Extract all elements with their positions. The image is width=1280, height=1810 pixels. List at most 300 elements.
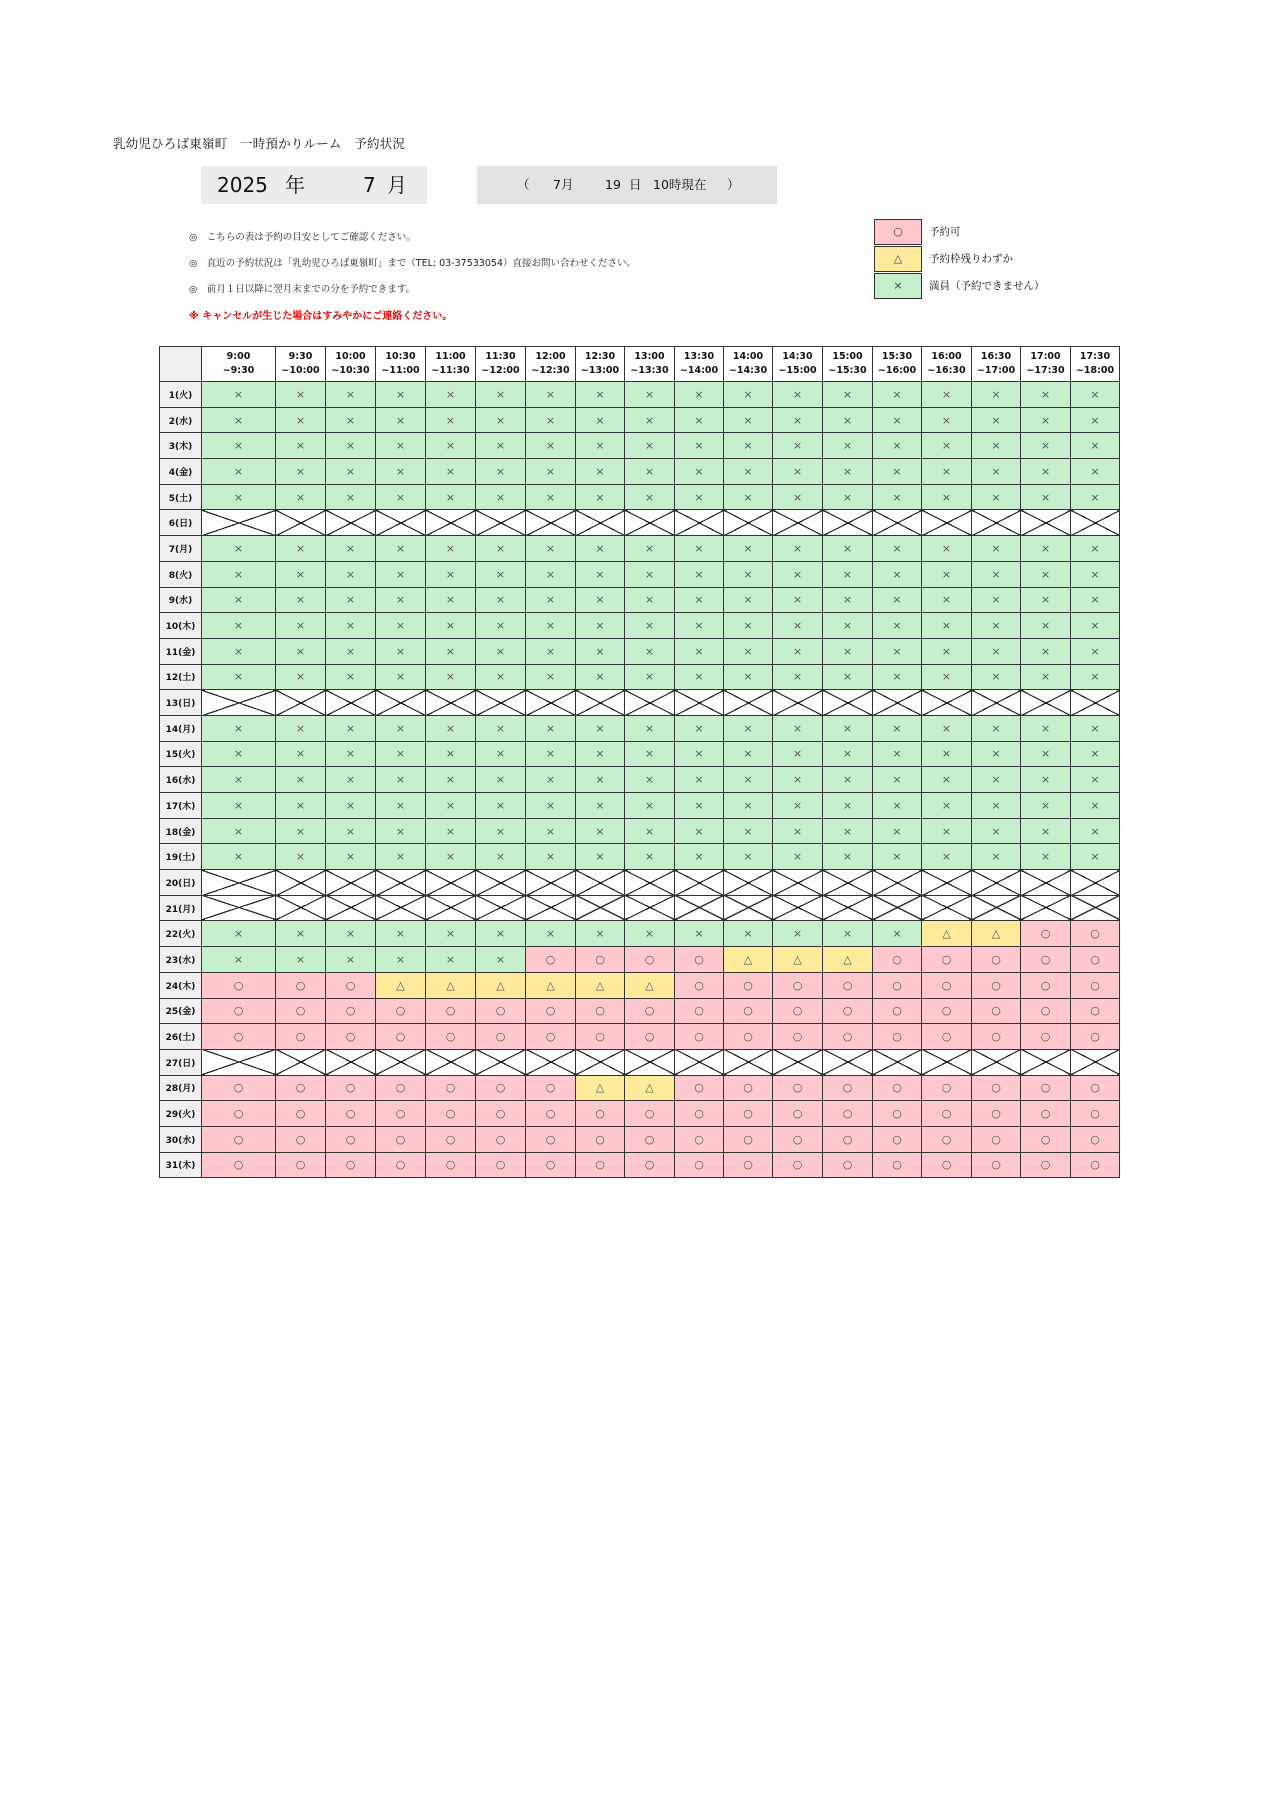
closed-slot <box>625 690 675 716</box>
slot-start: 14:30 <box>782 351 813 362</box>
slot-status: × <box>202 818 276 844</box>
slot-status: ○ <box>1071 1024 1120 1050</box>
closed-slot <box>1021 510 1071 536</box>
slot-status: × <box>625 921 675 947</box>
slot-status: × <box>675 536 724 562</box>
slot-status: × <box>526 767 576 793</box>
slot-status: × <box>922 664 972 690</box>
day-row <box>160 382 1120 408</box>
slot-status: × <box>675 844 724 870</box>
day-row <box>160 407 1120 433</box>
slot-status: × <box>202 715 276 741</box>
closed-slot <box>675 510 724 536</box>
slot-status: × <box>202 484 276 510</box>
closed-slot <box>675 690 724 716</box>
slot-status: × <box>972 382 1021 408</box>
slot-status: ○ <box>675 1152 724 1178</box>
slot-status: ○ <box>1071 1152 1120 1178</box>
slot-status: ○ <box>972 1152 1021 1178</box>
slot-end: ~11:30 <box>431 365 470 376</box>
slot-status: × <box>326 715 376 741</box>
slot-status: ○ <box>675 947 724 973</box>
slot-status: × <box>922 433 972 459</box>
closed-slot <box>1021 870 1071 896</box>
slot-status: × <box>675 587 724 613</box>
slot-status: × <box>724 638 773 664</box>
closed-slot <box>576 895 625 921</box>
slot-status: × <box>823 587 873 613</box>
slot-status: ○ <box>724 1024 773 1050</box>
slot-status: × <box>675 715 724 741</box>
slot-status: ○ <box>426 1024 476 1050</box>
slot-status: × <box>276 407 326 433</box>
slot-status: ○ <box>326 1126 376 1152</box>
slot-status: × <box>276 947 326 973</box>
slot-status: × <box>276 613 326 639</box>
legend-label-full: 満員（予約できません） <box>929 280 1045 292</box>
slot-status: ○ <box>972 947 1021 973</box>
closed-slot <box>476 870 526 896</box>
slot-status: × <box>873 793 922 819</box>
day-label: 3(木) <box>160 433 202 459</box>
slot-status: △ <box>625 972 675 998</box>
slot-status: × <box>724 484 773 510</box>
slot-status: × <box>426 921 476 947</box>
day-row <box>160 818 1120 844</box>
table-header-row <box>160 347 1120 382</box>
slot-status: × <box>576 613 625 639</box>
slot-status: × <box>326 793 376 819</box>
slot-start: 16:00 <box>931 351 962 362</box>
slot-status: × <box>426 741 476 767</box>
day-label: 13(日) <box>160 690 202 716</box>
slot-status: × <box>476 741 526 767</box>
slot-status: × <box>376 741 426 767</box>
slot-status: × <box>376 561 426 587</box>
slot-status: ○ <box>202 1101 276 1127</box>
day-label: 21(月) <box>160 895 202 921</box>
slot-status: × <box>476 793 526 819</box>
slot-status: × <box>873 741 922 767</box>
slot-status: ○ <box>873 972 922 998</box>
slot-status: × <box>376 767 426 793</box>
slot-status: × <box>426 613 476 639</box>
as-of-close: ） <box>727 177 740 192</box>
slot-status: × <box>476 664 526 690</box>
slot-status: × <box>426 433 476 459</box>
slot-status: ○ <box>1071 1126 1120 1152</box>
slot-status: × <box>724 407 773 433</box>
slot-status: × <box>426 536 476 562</box>
slot-status: ○ <box>625 1126 675 1152</box>
slot-status: ○ <box>724 1152 773 1178</box>
slot-status: ○ <box>576 1126 625 1152</box>
slot-status: ○ <box>823 1101 873 1127</box>
slot-status: × <box>1021 818 1071 844</box>
day-label: 12(土) <box>160 664 202 690</box>
slot-status: × <box>675 561 724 587</box>
slot-status: × <box>823 561 873 587</box>
slot-status: × <box>625 587 675 613</box>
as-of-day: 19 <box>605 177 621 192</box>
closed-slot <box>526 690 576 716</box>
slot-status: ○ <box>202 1024 276 1050</box>
slot-status: × <box>1021 741 1071 767</box>
closed-slot <box>773 895 823 921</box>
closed-slot <box>625 1049 675 1075</box>
time-slot-header <box>426 347 476 382</box>
slot-status: ○ <box>476 1126 526 1152</box>
slot-status: × <box>1021 793 1071 819</box>
slot-status: × <box>576 715 625 741</box>
day-row <box>160 1152 1120 1178</box>
as-of-time: 10時現在 <box>653 177 707 192</box>
slot-status: × <box>526 407 576 433</box>
slot-status: × <box>972 407 1021 433</box>
closed-slot <box>773 1049 823 1075</box>
slot-status: × <box>526 433 576 459</box>
slot-status: × <box>426 844 476 870</box>
closed-slot <box>376 690 426 716</box>
slot-status: × <box>1071 561 1120 587</box>
slot-status: × <box>326 459 376 485</box>
slot-start: 11:00 <box>435 351 466 362</box>
slot-status: × <box>873 587 922 613</box>
day-row <box>160 433 1120 459</box>
slot-status: × <box>922 536 972 562</box>
slot-status: × <box>526 715 576 741</box>
reservation-table <box>159 346 1120 1178</box>
closed-slot <box>922 895 972 921</box>
slot-status: × <box>922 407 972 433</box>
slot-status: × <box>576 407 625 433</box>
slot-status: × <box>625 536 675 562</box>
slot-status: × <box>873 613 922 639</box>
slot-status: ○ <box>426 1126 476 1152</box>
slot-status: ○ <box>873 998 922 1024</box>
slot-status: × <box>773 793 823 819</box>
legend-swatch-available: ○ <box>874 219 922 245</box>
closed-slot <box>625 895 675 921</box>
slot-status: × <box>576 767 625 793</box>
slot-status: × <box>972 613 1021 639</box>
slot-status: × <box>675 459 724 485</box>
slot-status: × <box>426 715 476 741</box>
slot-status: × <box>426 587 476 613</box>
slot-start: 14:00 <box>732 351 764 362</box>
slot-status: ○ <box>276 1075 326 1101</box>
page-title: 乳幼児ひろば東嶺町 一時預かりルーム 予約状況 <box>113 136 406 151</box>
slot-status: × <box>202 741 276 767</box>
closed-slot <box>326 895 376 921</box>
slot-status: ○ <box>823 1075 873 1101</box>
slot-status: × <box>724 561 773 587</box>
slot-status: ○ <box>1021 921 1071 947</box>
slot-status: × <box>773 382 823 408</box>
slot-status: ○ <box>972 998 1021 1024</box>
closed-slot <box>1021 1049 1071 1075</box>
slot-status: ○ <box>202 1152 276 1178</box>
day-label: 20(日) <box>160 870 202 896</box>
time-slot-header <box>376 347 426 382</box>
slot-status: × <box>873 484 922 510</box>
closed-slot <box>426 690 476 716</box>
slot-status: × <box>276 561 326 587</box>
slot-status: × <box>1071 613 1120 639</box>
time-slot-header <box>922 347 972 382</box>
slot-status: × <box>873 844 922 870</box>
slot-status: × <box>526 741 576 767</box>
slot-status: ○ <box>1021 1075 1071 1101</box>
slot-status: ○ <box>1021 972 1071 998</box>
slot-status: × <box>823 433 873 459</box>
slot-status: × <box>576 459 625 485</box>
slot-status: × <box>376 818 426 844</box>
slot-status: × <box>773 818 823 844</box>
slot-end: ~15:00 <box>778 365 817 376</box>
time-slot-header <box>675 347 724 382</box>
slot-status: × <box>426 407 476 433</box>
slot-status: × <box>326 664 376 690</box>
closed-slot <box>476 510 526 536</box>
slot-status: × <box>476 587 526 613</box>
as-of-box <box>477 166 777 204</box>
slot-status: × <box>376 536 426 562</box>
slot-status: × <box>476 844 526 870</box>
slot-status: ○ <box>326 1101 376 1127</box>
slot-start: 11:30 <box>485 351 516 362</box>
slot-end: ~17:30 <box>1026 365 1065 376</box>
time-slot-header <box>526 347 576 382</box>
closed-slot <box>276 690 326 716</box>
slot-status: × <box>576 587 625 613</box>
slot-status: × <box>376 613 426 639</box>
slot-status: ○ <box>376 998 426 1024</box>
slot-status: × <box>326 561 376 587</box>
slot-status: × <box>625 793 675 819</box>
slot-status: × <box>625 561 675 587</box>
slot-status: ○ <box>675 1126 724 1152</box>
slot-status: × <box>972 844 1021 870</box>
time-slot-header <box>276 347 326 382</box>
day-label: 11(金) <box>160 638 202 664</box>
closed-slot <box>276 1049 326 1075</box>
slot-status: × <box>376 638 426 664</box>
slot-status: △ <box>773 947 823 973</box>
slot-status: ○ <box>922 947 972 973</box>
slot-status: × <box>1071 459 1120 485</box>
slot-status: × <box>576 536 625 562</box>
as-of-month: 7月 <box>553 177 574 192</box>
slot-status: ○ <box>202 1126 276 1152</box>
slot-end: ~10:30 <box>331 365 370 376</box>
slot-status: × <box>526 638 576 664</box>
closed-slot <box>476 895 526 921</box>
day-label: 4(金) <box>160 459 202 485</box>
slot-end: ~9:30 <box>222 365 255 376</box>
slot-status: × <box>526 793 576 819</box>
slot-status: × <box>675 793 724 819</box>
closed-slot <box>576 870 625 896</box>
slot-status: × <box>326 741 376 767</box>
closed-slot <box>426 870 476 896</box>
day-label: 26(土) <box>160 1024 202 1050</box>
closed-slot <box>426 510 476 536</box>
closed-slot <box>773 870 823 896</box>
closed-slot <box>972 690 1021 716</box>
slot-status: × <box>476 459 526 485</box>
slot-status: × <box>376 921 426 947</box>
slot-status: × <box>1021 382 1071 408</box>
slot-status: × <box>873 638 922 664</box>
slot-end: ~13:30 <box>630 365 669 376</box>
slot-status: × <box>426 561 476 587</box>
closed-slot <box>326 1049 376 1075</box>
slot-status: ○ <box>326 972 376 998</box>
slot-status: × <box>1071 793 1120 819</box>
slot-status: × <box>675 433 724 459</box>
slot-status: × <box>202 844 276 870</box>
slot-status: × <box>376 664 426 690</box>
slot-status: ○ <box>873 1101 922 1127</box>
slot-status: × <box>724 844 773 870</box>
slot-status: × <box>576 793 625 819</box>
slot-status: × <box>202 587 276 613</box>
slot-start: 15:30 <box>881 351 913 362</box>
slot-status: ○ <box>675 1024 724 1050</box>
closed-slot <box>476 690 526 716</box>
slot-status: × <box>1071 741 1120 767</box>
closed-slot <box>972 510 1021 536</box>
slot-status: × <box>276 818 326 844</box>
closed-slot <box>426 1049 476 1075</box>
slot-status: × <box>476 484 526 510</box>
slot-status: × <box>625 638 675 664</box>
slot-status: × <box>773 844 823 870</box>
slot-status: × <box>625 484 675 510</box>
slot-status: ○ <box>873 1075 922 1101</box>
slot-status: × <box>773 536 823 562</box>
time-slot-header <box>326 347 376 382</box>
slot-status: × <box>823 664 873 690</box>
day-label: 25(金) <box>160 998 202 1024</box>
slot-status: × <box>276 793 326 819</box>
slot-status: × <box>526 818 576 844</box>
closed-slot <box>426 895 476 921</box>
day-label: 2(水) <box>160 407 202 433</box>
slot-status: ○ <box>773 1024 823 1050</box>
slot-status: × <box>1071 382 1120 408</box>
slot-status: × <box>202 433 276 459</box>
slot-status: × <box>476 947 526 973</box>
slot-status: × <box>202 407 276 433</box>
closed-slot <box>202 870 276 896</box>
closed-slot <box>922 1049 972 1075</box>
slot-status: × <box>773 459 823 485</box>
slot-status: × <box>276 638 326 664</box>
slot-status: × <box>972 484 1021 510</box>
cancel-warning: ※ キャンセルが生じた場合はすみやかにご連絡ください。 <box>189 311 453 322</box>
slot-start: 9:00 <box>226 351 251 362</box>
day-label: 22(火) <box>160 921 202 947</box>
closed-slot <box>823 895 873 921</box>
slot-status: × <box>202 638 276 664</box>
closed-slot <box>823 870 873 896</box>
slot-status: ○ <box>625 1024 675 1050</box>
slot-status: × <box>376 382 426 408</box>
slot-status: × <box>873 407 922 433</box>
slot-status: × <box>873 818 922 844</box>
slot-status: × <box>376 947 426 973</box>
slot-status: ○ <box>773 1075 823 1101</box>
slot-start: 9:30 <box>288 351 313 362</box>
time-slot-header <box>625 347 675 382</box>
closed-slot <box>724 690 773 716</box>
slot-status: × <box>625 664 675 690</box>
slot-status: ○ <box>276 998 326 1024</box>
slot-status: ○ <box>773 1101 823 1127</box>
slot-end: ~12:00 <box>481 365 520 376</box>
slot-end: ~11:00 <box>381 365 420 376</box>
slot-status: × <box>823 767 873 793</box>
slot-status: × <box>972 433 1021 459</box>
slot-status: × <box>276 844 326 870</box>
slot-status: × <box>823 818 873 844</box>
slot-status: × <box>823 484 873 510</box>
closed-slot <box>773 510 823 536</box>
day-row <box>160 767 1120 793</box>
slot-status: ○ <box>873 1152 922 1178</box>
slot-status: × <box>972 561 1021 587</box>
closed-slot <box>675 870 724 896</box>
slot-status: × <box>773 561 823 587</box>
slot-status: × <box>724 587 773 613</box>
slot-status: × <box>526 484 576 510</box>
slot-status: × <box>276 741 326 767</box>
slot-status: × <box>724 741 773 767</box>
day-row <box>160 484 1120 510</box>
slot-status: × <box>326 613 376 639</box>
slot-status: × <box>1021 536 1071 562</box>
slot-status: × <box>724 433 773 459</box>
slot-status: ○ <box>476 998 526 1024</box>
slot-status: × <box>276 382 326 408</box>
slot-status: × <box>276 664 326 690</box>
day-row <box>160 972 1120 998</box>
slot-status: ○ <box>376 1075 426 1101</box>
closed-slot <box>724 870 773 896</box>
slot-status: ○ <box>202 1075 276 1101</box>
slot-status: × <box>823 536 873 562</box>
slot-start: 10:30 <box>385 351 416 362</box>
day-row <box>160 947 1120 973</box>
slot-status: × <box>773 921 823 947</box>
slot-status: × <box>526 587 576 613</box>
slot-status: ○ <box>202 972 276 998</box>
closed-slot <box>773 690 823 716</box>
closed-slot <box>922 690 972 716</box>
time-slot-header <box>476 347 526 382</box>
day-row <box>160 998 1120 1024</box>
day-row <box>160 870 1120 896</box>
slot-status: ○ <box>922 998 972 1024</box>
slot-status: △ <box>972 921 1021 947</box>
month-value: 7 <box>363 173 376 197</box>
closed-slot <box>724 1049 773 1075</box>
slot-status: × <box>476 613 526 639</box>
slot-status: ○ <box>576 998 625 1024</box>
slot-status: × <box>326 484 376 510</box>
